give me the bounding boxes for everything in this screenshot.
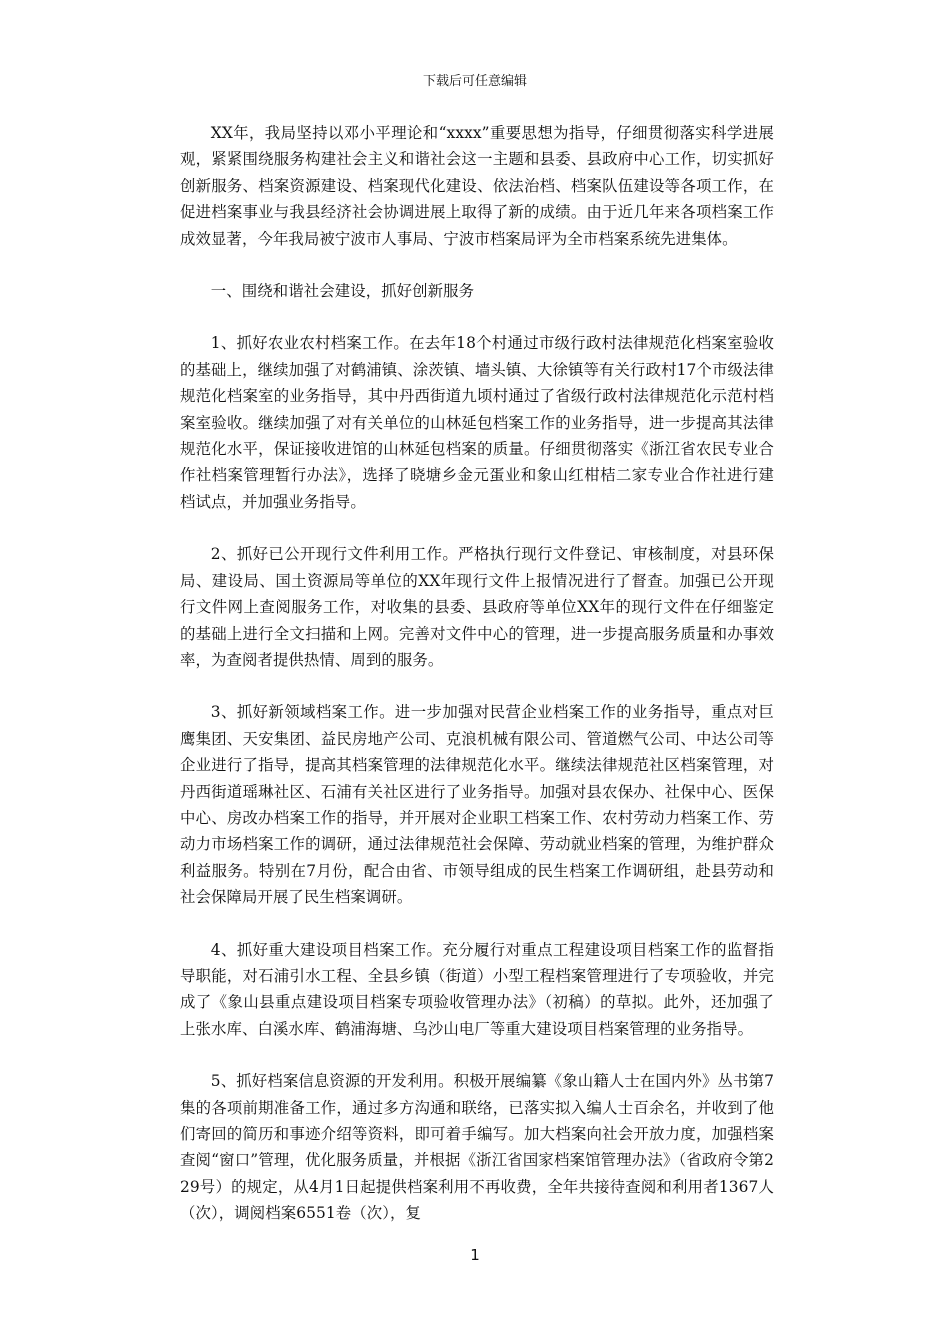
item-1-paragraph: 1、抓好农业农村档案工作。在去年18个村通过市级行政村法律规范化档案室验收的基础上，继续加强了对鹤浦镇、涂茨镇、墙头镇、大徐镇等有关行政村17个市级法律规范化档案室的业务指导，其中丹西街道九顷村通过了省级行政村法律规范化示范村档案室验收。继续加强了对有关单位的山林延包档案工作的业务指导，进一步提高其法律规范化水平，保证接收进馆的山林延包档案的质量。仔细贯彻落实《浙江省农民专业合作社档案管理暂行办法》，选择了晓塘乡金元蛋业和象山红柑桔二家专业合作社进行建档试点，并加强业务指导。 <box>180 334 774 511</box>
item-4-paragraph: 4、抓好重大建设项目档案工作。充分履行对重点工程建设项目档案工作的监督指导职能，对石浦引水工程、全县乡镇（街道）小型工程档案管理进行了专项验收，并完成了《象山县重点建设项目档案专项验收管理办法》（初稿）的草拟。此外，还加强了上张水库、白溪水库、鹤浦海塘、乌沙山电厂等重大建设项目档案管理的业务指导。 <box>180 940 774 1038</box>
document-body <box>180 120 774 1227</box>
item-2-paragraph: 2、抓好已公开现行文件利用工作。严格执行现行文件登记、审核制度，对县环保局、建设局、国土资源局等单位的XX年现行文件上报情况进行了督查。加强已公开现行文件网上查阅服务工作，对收集的县委、县政府等单位XX年的现行文件在仔细鉴定的基础上进行全文扫描和上网。完善对文件中心的管理，进一步提高服务质量和办事效率，为查阅者提供热情、周到的服务。 <box>180 545 774 669</box>
page-number: 1 <box>470 1246 480 1264</box>
section-heading-1: 一、围绕和谐社会建设，抓好创新服务 <box>210 282 475 301</box>
item-5-paragraph: 5、抓好档案信息资源的开发利用。积极开展编纂《象山籍人士在国内外》丛书第7集的各项前期准备工作，通过多方沟通和联络，已落实拟入编人士百余名，并收到了他们寄回的简历和事迹介绍等资料，即可着手编写。加大档案向社会开放力度，加强档案查阅“窗口”管理，优化服务质量，并根据《浙江省国家档案馆管理办法》（省政府令第229号）的规定，从4月1日起提供档案利用不再收费，全年共接待查阅和利用者1367人（次），调阅档案6551卷（次），复 <box>180 1072 774 1223</box>
page-header: 下载后可任意编辑 <box>422 74 527 89</box>
intro-paragraph: XX年，我局坚持以邓小平理论和“xxxx”重要思想为指导，仔细贯彻落实科学进展观，紧紧围绕服务构建社会主义和谐社会这一主题和县委、县政府中心工作，切实抓好创新服务、档案资源建设、档案现代化建设、依法治档、档案队伍建设等各项工作，在促进档案事业与我县经济社会协调进展上取得了新的成绩。由于近几年来各项档案工作成效显著，今年我局被宁波市人事局、宁波市档案局评为全市档案系统先进集体。 <box>180 124 774 248</box>
item-3-paragraph: 3、抓好新领域档案工作。进一步加强对民营企业档案工作的业务指导，重点对巨鹰集团、天安集团、益民房地产公司、克浪机械有限公司、管道燃气公司、中达公司等企业进行了指导，提高其档案管理的法律规范化水平。继续法律规范社区档案管理，对丹西街道瑶琳社区、石浦有关社区进行了业务指导。加强对县农保办、社保中心、医保中心、房改办档案工作的指导，并开展对企业职工档案工作、农村劳动力档案工作、劳动力市场档案工作的调研，通过法律规范社会保障、劳动就业档案的管理，为维护群众利益服务。特别在7月份，配合由省、市领导组成的民生档案工作调研组，赴县劳动和社会保障局开展了民生档案调研。 <box>180 703 774 907</box>
